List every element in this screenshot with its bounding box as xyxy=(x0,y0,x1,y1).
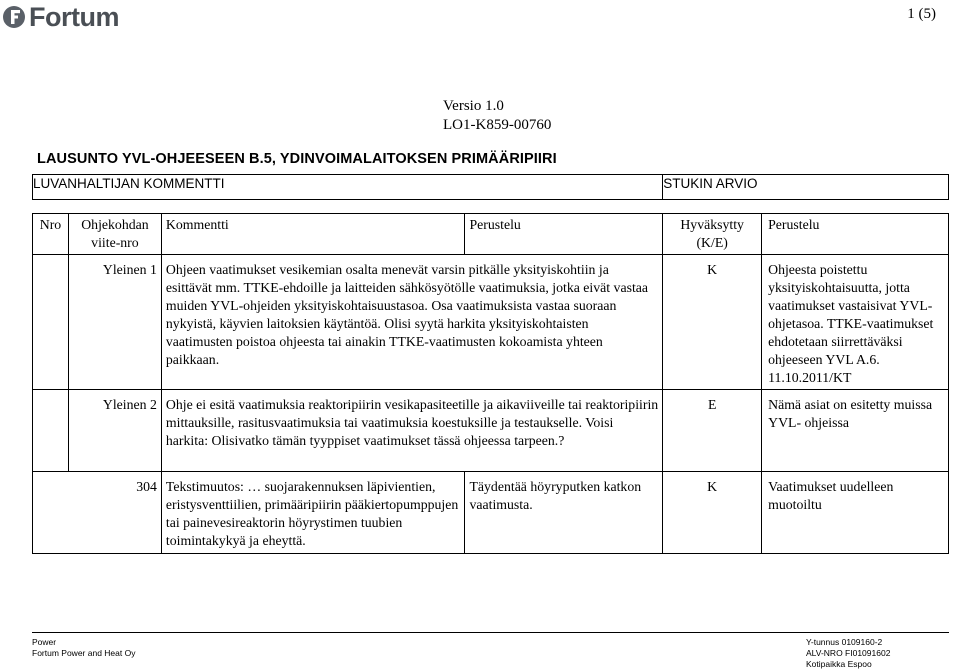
row-ohjekohta: 304 xyxy=(33,472,162,554)
footer-company: Fortum Power and Heat Oy xyxy=(32,648,136,658)
row-hyvaksytty: K xyxy=(663,472,762,554)
spacer-row xyxy=(33,200,949,214)
column-header-row xyxy=(33,214,949,255)
row-kommentti: Ohje ei esitä vaatimuksia reaktoripiirin vesikapasiteetille ja aikaviiveille tai reaktoripiirin mittauksille, rasitusvaatimuksia tai vaatimuksia koestuksille ja testaukselle. Voisi harkita: Olisivatko tämän tyyppiset vaatimukset tässä ohjeessa tarpeen.? xyxy=(161,390,662,472)
row-hyvaksytty: K xyxy=(663,255,762,390)
col-header-nro: Nro xyxy=(33,214,69,255)
row-nro xyxy=(33,390,69,472)
footer-left xyxy=(32,637,135,659)
footer-domicile: Kotipaikka Espoo xyxy=(806,659,872,669)
section-stuk: STUKIN ARVIO xyxy=(663,175,949,200)
section-header-row xyxy=(33,175,949,200)
company-logo xyxy=(2,2,119,32)
footer-right xyxy=(806,637,890,670)
fortum-logo-icon xyxy=(2,5,26,29)
row-arvio: Nämä asiat on esitetty muissa YVL- ohjeissa xyxy=(762,390,949,472)
page-number: 1 (5) xyxy=(907,6,936,22)
col-header-hyvaksytty: Hyväksytty (K/E) xyxy=(663,214,762,255)
table-row xyxy=(33,390,949,472)
footer-divider xyxy=(32,632,949,633)
row-arvio: Vaatimukset uudelleen muotoiltu xyxy=(762,472,949,554)
version-block xyxy=(443,97,551,135)
document-title: LAUSUNTO YVL-OHJEESEEN B.5, YDINVOIMALAITOKSEN PRIMÄÄRIPIIRI xyxy=(37,151,557,167)
row-hyvaksytty: E xyxy=(663,390,762,472)
table-row xyxy=(33,472,949,554)
table-row xyxy=(33,255,949,390)
row-ohjekohta: Yleinen 2 xyxy=(68,390,161,472)
row-ohjekohta: Yleinen 1 xyxy=(68,255,161,390)
comment-table xyxy=(32,174,949,554)
col-header-ohjekohdan: Ohjekohdan viite-nro xyxy=(68,214,161,255)
row-arvio: Ohjeesta poistettu yksityiskohtaisuutta, jotta vaatimukset vastaisivat YVL-ohjetasoa. TTKE-vaatimukset ehdotetaan siirrettäväksi ohjeeseen YVL A.6. 11.10.2011/KT xyxy=(762,255,949,390)
row-nro xyxy=(33,255,69,390)
row-kommentti: Tekstimuutos: … suojarakennuksen läpivientien, eristysventtiilien, primääripiirin pääkiertopumppujen tai painevesireaktorin höyrystimen tuubien toimintakykyä ja eheyttä. xyxy=(161,472,465,554)
col-header-perustelu: Perustelu xyxy=(465,214,663,255)
footer-division: Power xyxy=(32,637,57,647)
row-kommentti: Ohjeen vaatimukset vesikemian osalta menevät varsin pitkälle yksityiskohtiin ja esittävät mm. TTKE-ehdoille ja laitteiden sähkösyötölle vaatimuksia, jotka eivät vastaa muiden YVL-ohjeiden yksityiskohtaisuustasoa. Osa vaatimuksista vastaa suoraan nykyistä, käyvien laitoksien käytäntöä. Olisi syytä harkita yksityiskohtaisten vaatimusten poistoa ohjeesta tai ainakin TTKE-vaatimusten kokoamista yhteen paikkaan. xyxy=(161,255,662,390)
logo-text: Fortum xyxy=(29,1,119,32)
col-header-perustelu-stuk: Perustelu xyxy=(762,214,949,255)
version-line: Versio 1.0 xyxy=(443,98,504,114)
section-licensee: LUVANHALTIJAN KOMMENTTI xyxy=(33,175,663,200)
row-perustelu: Täydentää höyryputken katkon vaatimusta. xyxy=(465,472,663,554)
document-id: LO1-K859-00760 xyxy=(443,117,552,133)
footer-vat-number: ALV-NRO FI01091602 xyxy=(806,648,891,658)
footer-business-id: Y-tunnus 0109160-2 xyxy=(806,637,883,647)
col-header-kommentti: Kommentti xyxy=(161,214,465,255)
